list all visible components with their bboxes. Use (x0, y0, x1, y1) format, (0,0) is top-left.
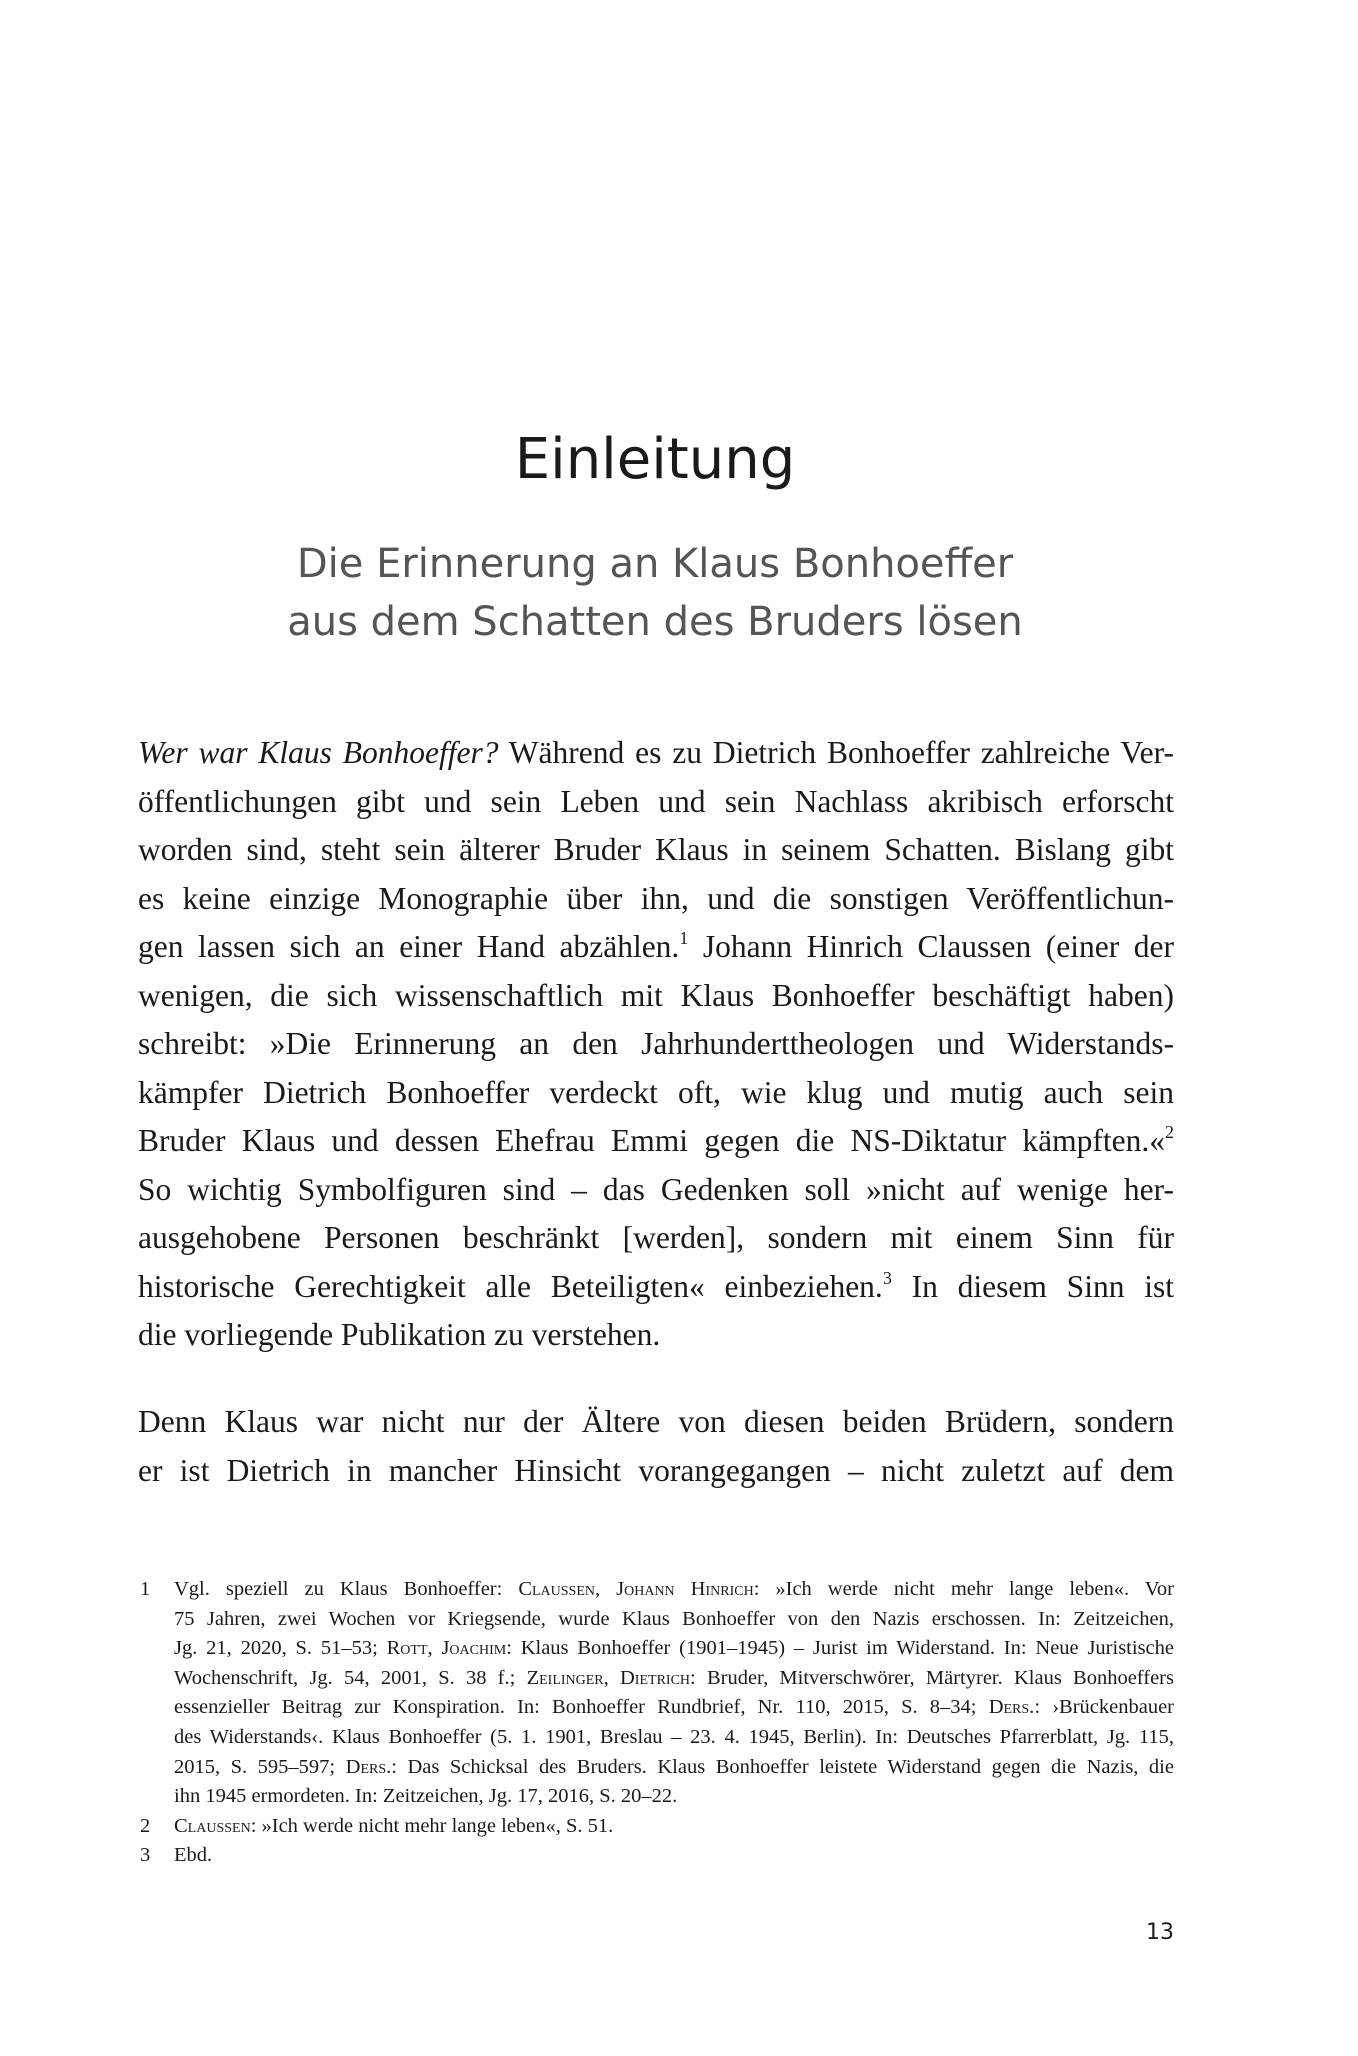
text-line: Bruder Klaus und dessen Ehefrau Emmi gegen die NS-Diktatur kämpften.«$^2$ (138, 1122, 1174, 1158)
footnote-number: 3 (140, 1844, 151, 1867)
footnote-line: des Widerstands‹. Klaus Bonhoeffer (5. 1. 1901, Breslau – 23. 4. 1945, Berlin). In: Deutsches Pfarrerblatt, Jg. 115, (174, 1725, 1174, 1748)
footnote-ref-2[interactable]: 2 (1165, 1122, 1174, 1142)
text-line: die vorliegende Publikation zu verstehen. (138, 1317, 661, 1352)
footnote-1 (138, 1575, 1174, 1812)
footnote-line: 2015, S. 595–597; Ders.: Das Schicksal des Bruders. Klaus Bonhoeffer leistete Widerstand gegen die Nazis, die (174, 1755, 1174, 1778)
text-line: gen lassen sich an einer Hand abzählen.$^1$ Johann Hinrich Claussen (einer der (138, 928, 1175, 964)
paragraph-2 (138, 1398, 1174, 1495)
footnote-line: essenzieller Beitrag zur Konspiration. In: Bonhoeffer Rundbrief, Nr. 110, 2015, S. 8–34; Ders.: ›Brückenbauer (174, 1696, 1174, 1719)
footnote-line: Wochenschrift, Jg. 54, 2001, S. 38 f.; Zeilinger, Dietrich: Bruder, Mitverschwörer, Märtyrer. Klaus Bonhoeffers (174, 1666, 1174, 1689)
footnote-line: Claussen: »Ich werde nicht mehr lange leben«, S. 51. (174, 1814, 614, 1837)
footnote-line: ihn 1945 ermordeten. In: Zeitzeichen, Jg. 17, 2016, S. 20–22. (174, 1785, 678, 1808)
footnote-line: Ebd. (174, 1844, 213, 1867)
subtitle-line: aus dem Schatten des Bruders lösen (287, 599, 1023, 645)
footnote-line: 75 Jahren, zwei Wochen vor Kriegsende, wurde Klaus Bonhoeffer von den Nazis erschossen. In: Zeitzeichen, (174, 1607, 1174, 1630)
text-line: es keine einzige Monographie über ihn, und die sonstigen Veröffentlichun- (138, 880, 1174, 916)
chapter-title: Einleitung (514, 427, 796, 492)
italic-question: Wer war Klaus Bonhoeffer? (138, 735, 499, 770)
paragraph-1 (138, 729, 1174, 1360)
text-line: öffentlichungen gibt und sein Leben und sein Nachlass akribisch erforscht (138, 783, 1174, 819)
page-number: 13 (1146, 1920, 1174, 1945)
footnote-2 (138, 1812, 1174, 1842)
footnote-number: 1 (140, 1578, 151, 1600)
text-line: kämpfer Dietrich Bonhoeffer verdeckt oft, wie klug und mutig auch sein (138, 1074, 1174, 1110)
text-line: Wer war Klaus Bonhoeffer? Während es zu Dietrich Bonhoeffer zahlreiche Ver- (138, 735, 1174, 770)
text-line: historische Gerechtigkeit alle Beteiligten« einbeziehen.$^3$ In diesem Sinn ist (138, 1267, 1175, 1304)
text-line: ausgehobene Personen beschränkt [werden], sondern mit einem Sinn für (138, 1220, 1174, 1255)
footnote-line: Vgl. speziell zu Klaus Bonhoeffer: Claussen, Johann Hinrich: »Ich werde nicht mehr lange leben«. Vor (174, 1578, 1174, 1600)
text-line: er ist Dietrich in mancher Hinsicht vorangegangen – nicht zuletzt auf dem (138, 1452, 1174, 1488)
footnote-line: Jg. 21, 2020, S. 51–53; Rott, Joachim: Klaus Bonhoeffer (1901–1945) – Jurist im Widerstand. In: Neue Juristische (174, 1637, 1174, 1660)
footnote-number: 2 (140, 1814, 151, 1837)
text-line: wenigen, die sich wissenschaftlich mit Klaus Bonhoeffer beschäftigt haben) (138, 977, 1174, 1013)
footnotes (138, 1575, 1174, 1871)
footnote-3 (138, 1841, 1174, 1871)
footnote-ref-1[interactable]: 1 (679, 928, 689, 948)
text-line: So wichtig Symbolfiguren sind – das Gedenken soll »nicht auf wenige her- (138, 1171, 1174, 1207)
subtitle-line: Die Erinnerung an Klaus Bonhoeffer (296, 541, 1014, 587)
text-line: worden sind, steht sein älterer Bruder Klaus in seinem Schatten. Bislang gibt (138, 832, 1174, 867)
footnote-ref-3[interactable]: 3 (882, 1267, 892, 1288)
text-line: schreibt: »Die Erinnerung an den Jahrhunderttheologen und Widerstands- (138, 1026, 1174, 1061)
text-line: Denn Klaus war nicht nur der Ältere von diesen beiden Brüdern, sondern (138, 1404, 1174, 1439)
chapter-subtitle (0, 535, 1310, 651)
